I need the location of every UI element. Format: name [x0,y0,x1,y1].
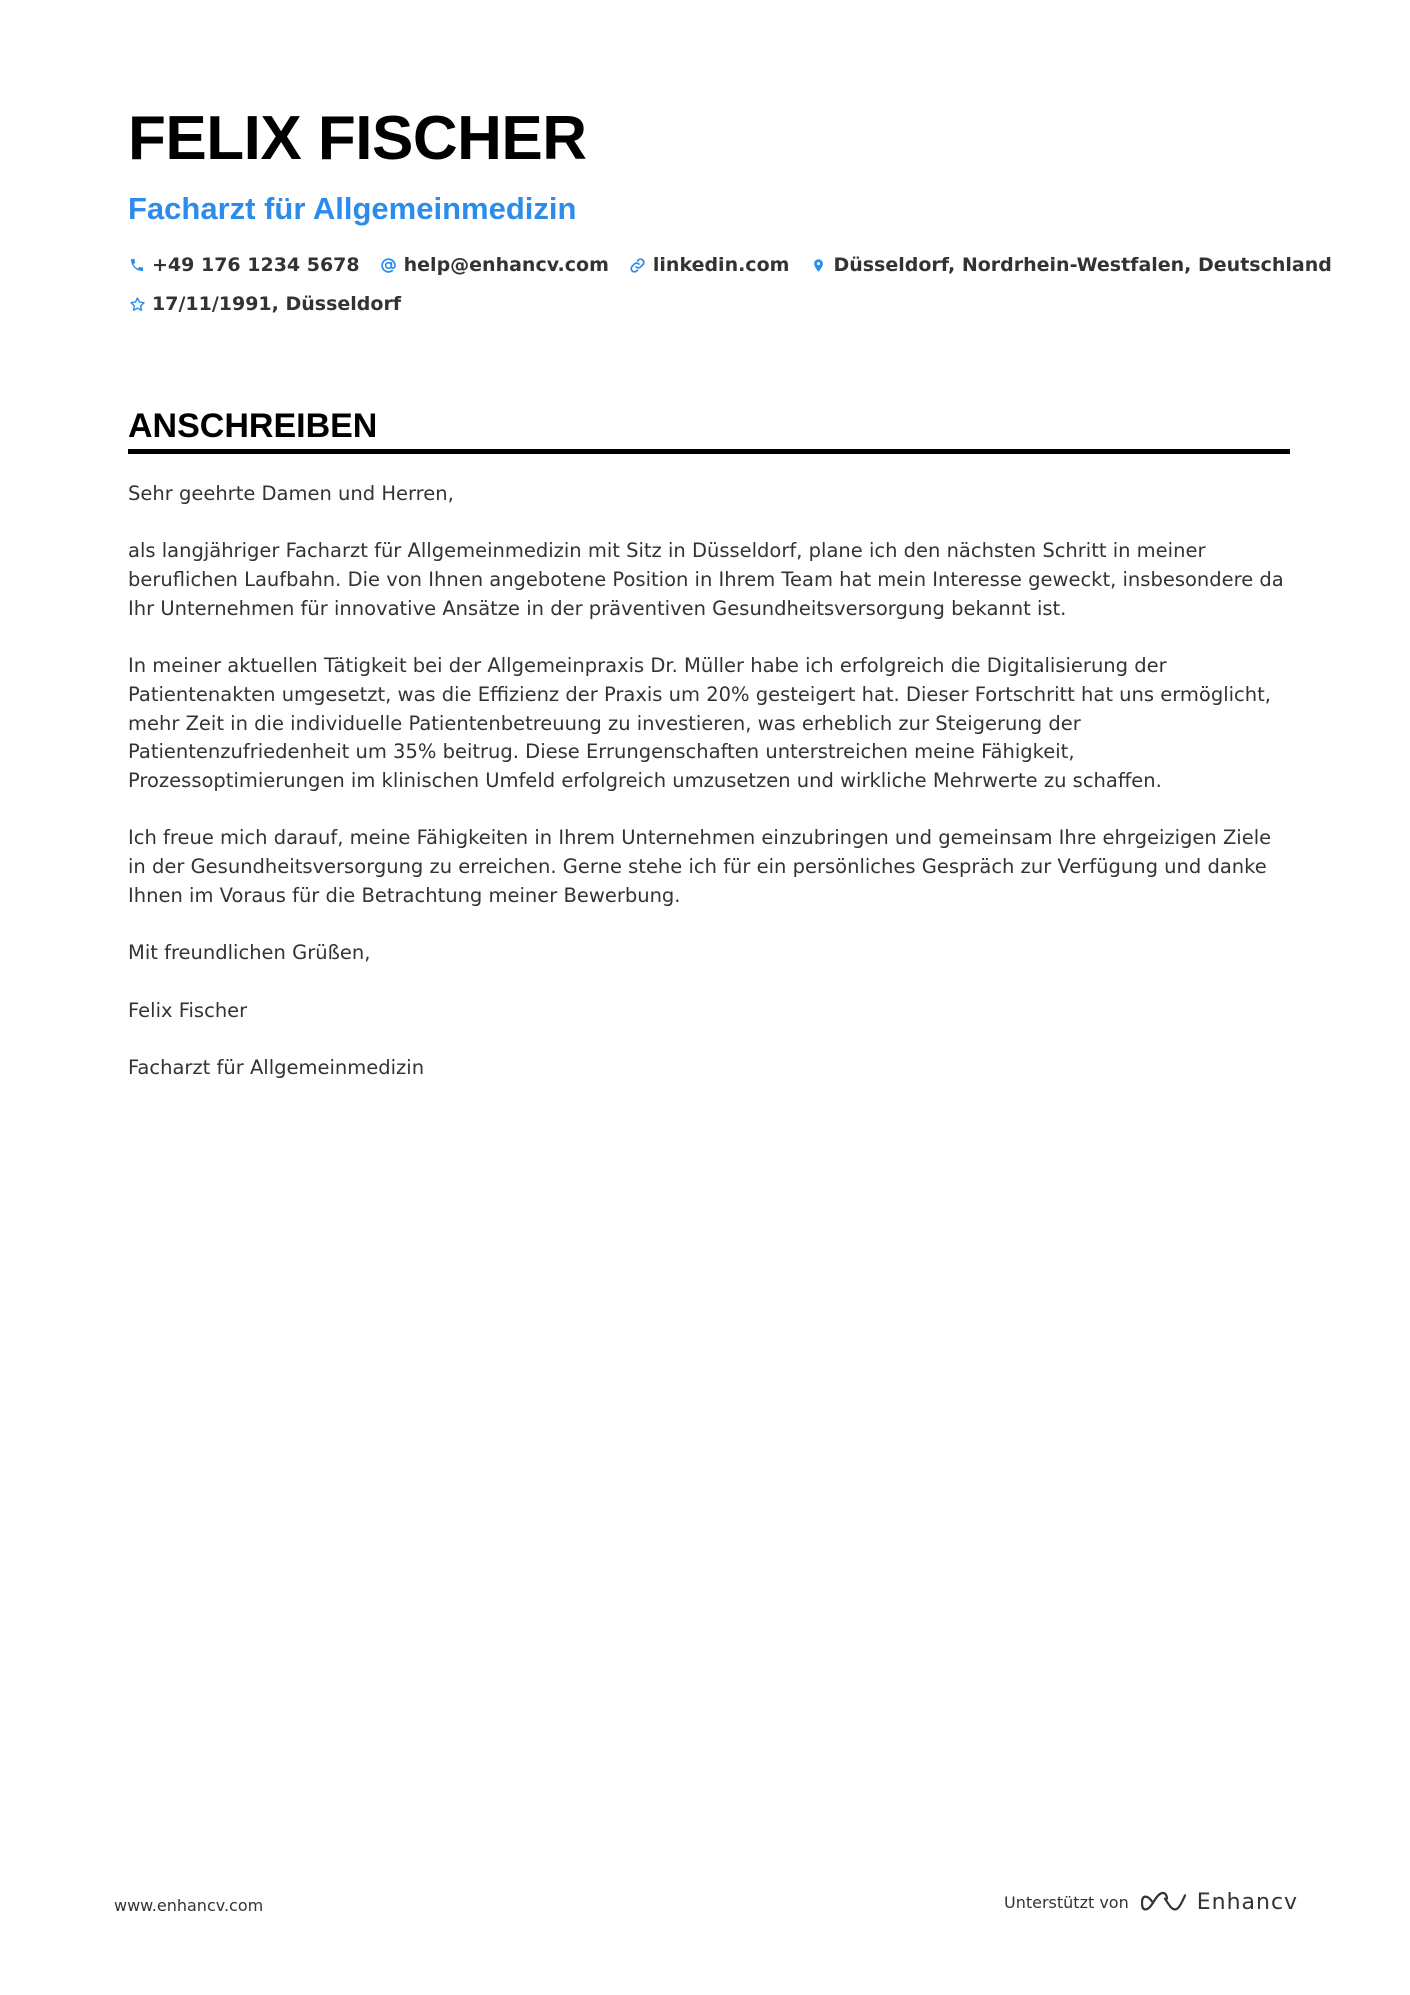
contact-email[interactable] [380,254,609,276]
enhancv-logo-icon [1141,1891,1187,1915]
letter-salutation: Sehr geehrte Damen und Herren, [128,482,454,505]
star-icon [128,295,146,313]
enhancv-brand: Enhancv [1196,1890,1299,1915]
letter-paragraph: In meiner aktuellen Tätigkeit bei der Allgemeinpraxis Dr. Müller habe ich erfolgreich die Digitalisierung der Patientenakten umgesetzt, was die Effizienz der Praxis um 20% gesteigert hat. Dieser Fortschritt hat uns ermöglicht, mehr Zeit in die individuelle Patientenbetreuung zu investieren, was erheblich zur Steigerung der Patientenzufriedenheit um 35% beitrug. Diese Errungenschaften unterstreichen meine Fähigkeit, Prozessoptimierungen im klinischen Umfeld erfolgreich umzusetzen und wirkliche Mehrwerte zu schaffen. [128,654,1271,792]
letter-paragraph: Ich freue mich darauf, meine Fähigkeiten in Ihrem Unternehmen einzubringen und gemeinsam Ihre ehrgeizigen Ziele in der Gesundheitsversorgung zu erreichen. Gerne stehe ich für ein persönliches Gespräch zur Verfügung und danke Ihnen im Voraus für die Betrachtung meiner Bewerbung. [128,826,1272,907]
contact-linkedin-text: linkedin.com [652,254,790,276]
section-title: ANSCHREIBEN [128,407,378,445]
contact-location [809,254,1331,276]
contact-row [128,254,1352,276]
location-pin-icon [809,256,827,274]
contact-row-secondary [128,293,421,315]
contact-location-text: Düsseldorf, Nordrhein-Westfalen, Deutschland [833,254,1332,276]
link-icon [629,256,647,274]
letter-closing: Mit freundlichen Grüßen, [128,941,371,965]
candidate-title: Facharzt für Allgemeinmedizin [128,191,577,226]
footer-url[interactable]: www.enhancv.com [114,1896,264,1915]
section-divider [128,449,1290,454]
letter-signature-name: Felix Fischer [128,998,248,1022]
contact-phone [128,254,360,276]
candidate-name: FELIX FISCHER [128,104,587,173]
powered-by-label: Unterstützt von [1004,1893,1129,1912]
powered-by[interactable] [1004,1890,1298,1915]
contact-email-text: help@enhancv.com [403,254,609,276]
letter-paragraph: als langjähriger Facharzt für Allgemeinmedizin mit Sitz in Düsseldorf, plane ich den nächsten Schritt in meiner beruflichen Laufbahn. Die von Ihnen angebotene Position in Ihrem Team hat mein Interesse geweckt, insbesondere da Ihr Unternehmen für innovative Ansätze in der präventiven Gesundheitsversorgung bekannt ist. [128,539,1284,620]
phone-icon [128,256,146,274]
letter-signature-title: Facharzt für Allgemeinmedizin [128,1055,425,1079]
at-icon [380,256,398,274]
contact-linkedin[interactable] [629,254,790,276]
contact-birth-text: 17/11/1991, Düsseldorf [152,293,402,315]
letter-body [128,480,1288,1111]
contact-phone-text: +49 176 1234 5678 [152,254,360,276]
contact-birth [128,293,401,315]
